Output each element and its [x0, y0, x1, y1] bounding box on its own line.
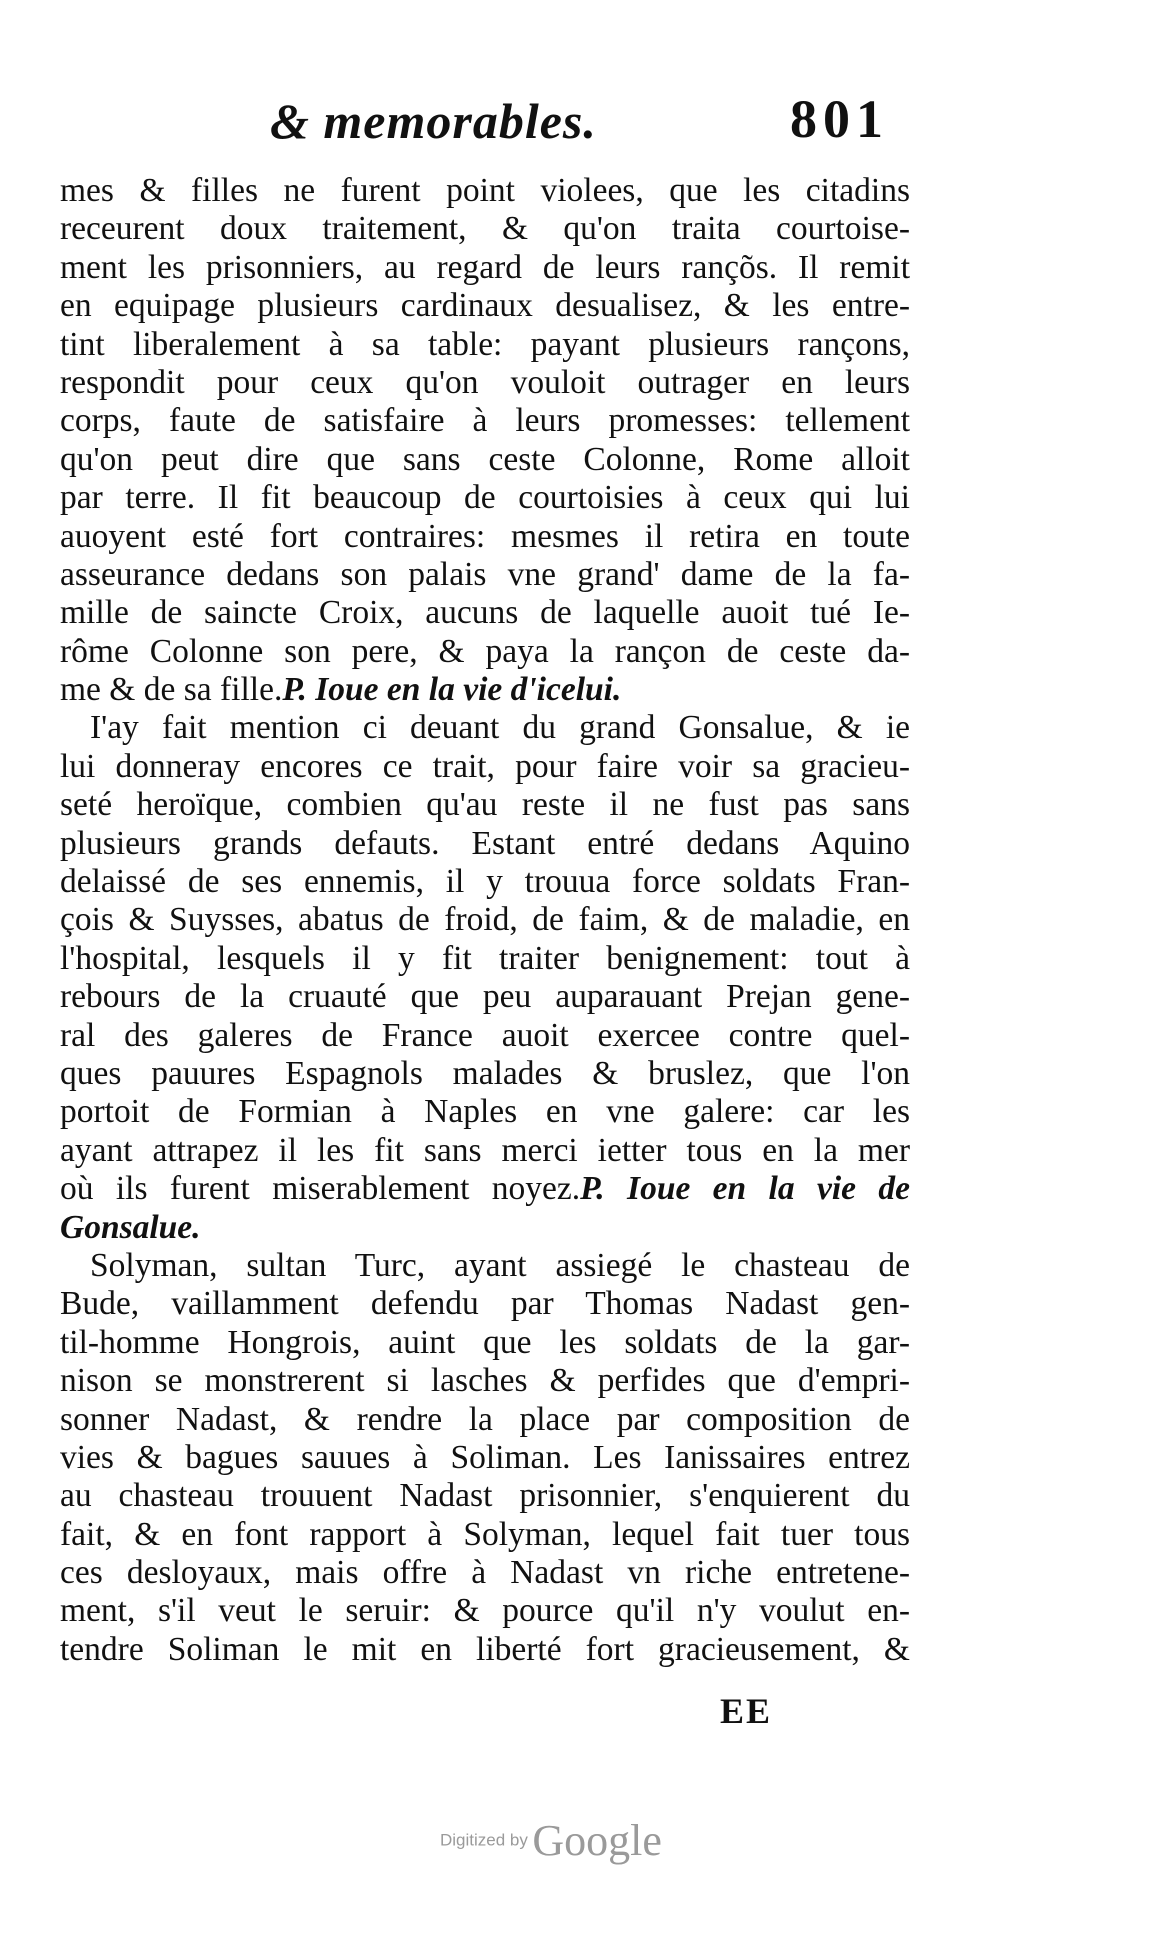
source-reference: P. Ioue en la vie de	[580, 1170, 910, 1208]
text-line: rebours de la cruauté que peu auparauant Prejan gene-	[60, 978, 910, 1016]
text-line: corps, faute de satisfaire à leurs promesses: tellement	[60, 402, 910, 440]
digitized-by-label: Digitized by	[440, 1830, 528, 1850]
source-reference: P. Ioue en la vie d'icelui.	[282, 671, 622, 709]
text-line: Solyman, sultan Turc, ayant assiegé le chasteau de	[90, 1246, 910, 1284]
text-line: fait, & en font rapport à Solyman, lequel fait tuer tous	[60, 1515, 910, 1553]
text-line: Bude, vaillamment defendu par Thomas Nadast gen-	[60, 1285, 910, 1323]
text-line: l'hospital, lesquels il y fit traiter benignement: tout à	[60, 939, 910, 977]
text-line: au chasteau trouuent Nadast prisonnier, s'enquierent du	[60, 1477, 910, 1515]
text-line: delaissé de ses ennemis, il y trouua force soldats Fran-	[60, 863, 910, 901]
signature-mark: EE	[720, 1691, 773, 1731]
text-line: lui donneray encores ce trait, pour faire voir sa gracieu-	[60, 747, 910, 785]
text-line: seté heroïque, combien qu'au reste il ne fust pas sans	[60, 786, 910, 824]
text-line: ment, s'il veut le seruir: & pource qu'il n'y voulut en-	[60, 1592, 910, 1630]
text-line: nison se monstrerent si lasches & perfides que d'empri-	[60, 1362, 910, 1400]
text-line: tint liberalement à sa table: payant plusieurs rançons,	[60, 325, 910, 363]
digitization-footer	[440, 1815, 662, 1866]
text-line: par terre. Il fit beaucoup de courtoisies à ceux qui lui	[60, 479, 910, 517]
text-fragment: où ils furent miserablement noyez.	[60, 1170, 581, 1208]
text-line: mes & filles ne furent point violees, que les citadins	[60, 172, 910, 209]
text-line: auoyent esté fort contraires: mesmes il retira en toute	[60, 517, 910, 555]
text-line: mille de saincte Croix, aucuns de laquelle auoit tué Ie-	[60, 594, 910, 632]
text-line: en equipage plusieurs cardinaux desualisez, & les entre-	[60, 287, 910, 325]
text-line: asseurance dedans son palais vne grand' dame de la fa-	[60, 555, 910, 593]
text-fragment: me & de sa fille.	[60, 671, 283, 709]
text-line: til-homme Hongrois, auint que les soldats de la gar-	[60, 1323, 910, 1361]
text-line: tendre Soliman le mit en liberté fort gracieusement, &	[60, 1630, 910, 1668]
text-line: ral des galeres de France auoit exercee contre quel-	[60, 1016, 910, 1054]
text-line	[60, 671, 910, 709]
running-title: & memorables.	[270, 93, 597, 149]
text-line: ment les prisonniers, au regard de leurs rançõs. Il remit	[60, 248, 910, 286]
source-reference-end: Gonsalue.	[60, 1208, 201, 1246]
google-logo: Google	[532, 1816, 662, 1865]
text-line: vies & bagues sauues à Soliman. Les Ianissaires entrez	[60, 1438, 910, 1476]
text-line: portoit de Formian à Naples en vne galere: car les	[60, 1093, 910, 1131]
text-line: rôme Colonne son pere, & paya la rançon de ceste da-	[60, 632, 910, 670]
text-line: receurent doux traitement, & qu'on traita courtoise-	[60, 210, 910, 248]
body-text	[60, 172, 910, 1669]
text-line: respondit pour ceux qu'on vouloit outrager en leurs	[60, 363, 910, 401]
page-number: 801	[790, 89, 889, 149]
text-line: sonner Nadast, & rendre la place par composition de	[60, 1400, 910, 1438]
text-line: plusieurs grands defauts. Estant entré dedans Aquino	[60, 824, 910, 862]
text-line: ces desloyaux, mais offre à Nadast vn riche entretene-	[60, 1554, 910, 1592]
text-line	[60, 1170, 910, 1208]
text-line: I'ay fait mention ci deuant du grand Gonsalue, & ie	[90, 709, 910, 747]
text-line: çois & Suysses, abatus de froid, de faim, & de maladie, en	[60, 901, 910, 939]
text-line: qu'on peut dire que sans ceste Colonne, Rome alloit	[60, 440, 910, 478]
text-line: ques pauures Espagnols malades & bruslez, que l'on	[60, 1054, 910, 1092]
text-line: ayant attrapez il les fit sans merci ietter tous en la mer	[60, 1131, 910, 1169]
